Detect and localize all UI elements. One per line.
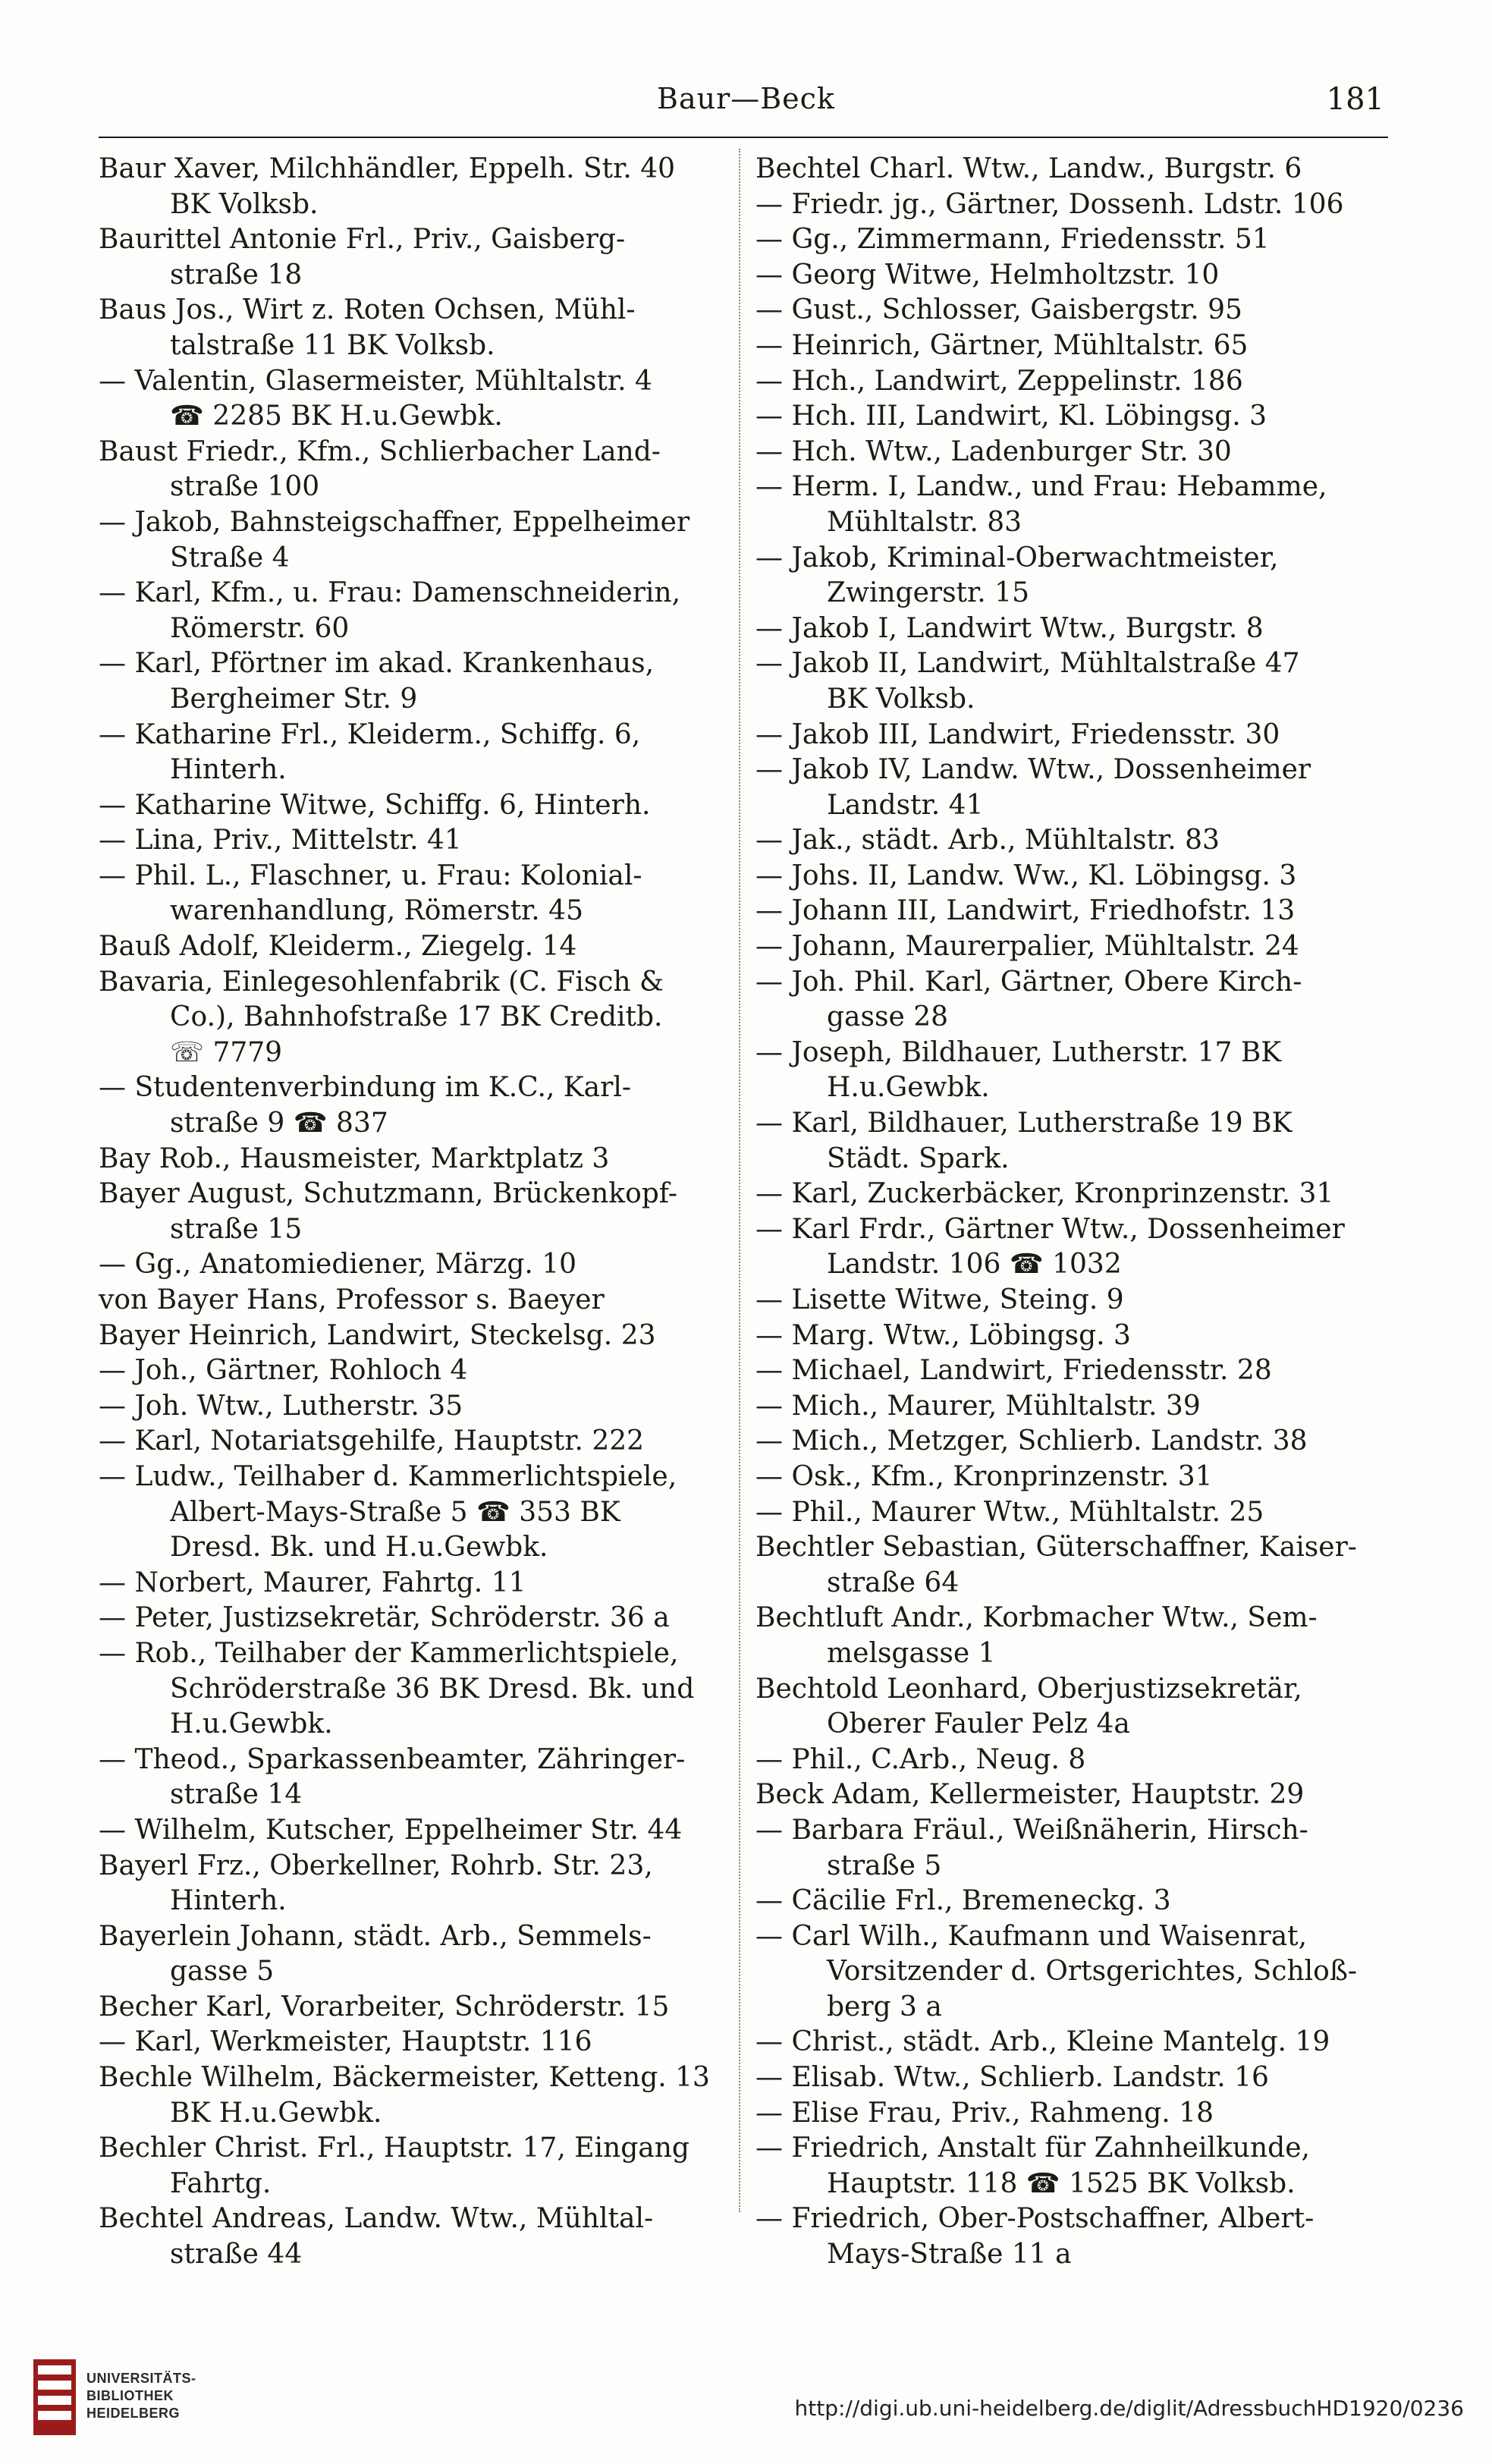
directory-entry-line: — Valentin, Glasermeister, Mühltalstr. 4 bbox=[99, 365, 652, 397]
library-logo-icon bbox=[30, 2358, 79, 2437]
directory-entry-line: — Ludw., Teilhaber d. Kammerlichtspiele, bbox=[99, 1460, 677, 1492]
directory-entry-line: — Heinrich, Gärtner, Mühltalstr. 65 bbox=[755, 329, 1249, 361]
directory-entry-line: — Karl, Bildhauer, Lutherstraße 19 BK bbox=[755, 1108, 1293, 1139]
directory-entry-line: — Karl, Pförtner im akad. Krankenhaus, bbox=[99, 648, 655, 680]
directory-entry-line: Bechtel Charl. Wtw., Landw., Burgstr. 6 bbox=[755, 153, 1302, 184]
directory-entry-line: Becher Karl, Vorarbeiter, Schröderstr. 15 bbox=[99, 1991, 670, 2022]
directory-entry-line: Bechtler Sebastian, Güterschaffner, Kaiser- bbox=[755, 1532, 1357, 1564]
directory-entry-line: Baurittel Antonie Frl., Priv., Gaisberg- bbox=[99, 224, 626, 256]
entry-continuation-line: Dresd. Bk. und H.u.Gewbk. bbox=[170, 1532, 548, 1564]
directory-entry-line: — Karl, Werkmeister, Hauptstr. 116 bbox=[99, 2026, 592, 2058]
directory-entry-line: — Jakob II, Landwirt, Mühltalstraße 47 bbox=[755, 648, 1300, 680]
entry-continuation-line: ☎ 2285 BK H.u.Gewbk. bbox=[170, 401, 503, 432]
directory-entry-line: — Gust., Schlosser, Gaisbergstr. 95 bbox=[755, 294, 1242, 326]
entry-continuation-line: Landstr. 106 ☎ 1032 bbox=[827, 1249, 1122, 1281]
directory-entry-line: Bauß Adolf, Kleiderm., Ziegelg. 14 bbox=[99, 931, 577, 963]
entry-continuation-line: Hauptstr. 118 ☎ 1525 BK Volksb. bbox=[827, 2167, 1296, 2199]
directory-entry-line: von Bayer Hans, Professor s. Baeyer bbox=[99, 1284, 605, 1315]
entry-continuation-line: Bergheimer Str. 9 bbox=[170, 683, 418, 715]
entry-continuation-line: straße 100 bbox=[170, 471, 320, 503]
directory-entry-line: — Marg. Wtw., Löbingsg. 3 bbox=[755, 1319, 1131, 1351]
entry-continuation-line: Städt. Spark. bbox=[827, 1142, 1010, 1174]
entry-continuation-line: BK Volksb. bbox=[170, 188, 319, 220]
entry-continuation-line: straße 18 bbox=[170, 259, 303, 291]
directory-entry-line: Baur Xaver, Milchhändler, Eppelh. Str. 40 bbox=[99, 153, 676, 184]
entry-continuation-line: talstraße 11 BK Volksb. bbox=[170, 329, 495, 361]
directory-entry-line: Bechtel Andreas, Landw. Wtw., Mühltal- bbox=[99, 2203, 654, 2235]
directory-entry-line: — Gg., Anatomiediener, Märzg. 10 bbox=[99, 1249, 577, 1281]
directory-entry-line: — Mich., Metzger, Schlierb. Landstr. 38 bbox=[755, 1425, 1308, 1457]
library-logo-text bbox=[86, 2370, 196, 2422]
directory-entry-line: Bavaria, Einlegesohlenfabrik (C. Fisch & bbox=[99, 966, 664, 998]
entry-continuation-line: Römerstr. 60 bbox=[170, 612, 350, 644]
entry-continuation-line: H.u.Gewbk. bbox=[170, 1708, 333, 1740]
directory-entry-line: Bayerlein Johann, städt. Arb., Semmels- bbox=[99, 1920, 652, 1952]
directory-entry-line: — Jakob IV, Landw. Wtw., Dossenheimer bbox=[755, 754, 1311, 786]
entry-continuation-line: melsgasse 1 bbox=[827, 1637, 996, 1669]
entry-continuation-line: straße 64 bbox=[827, 1567, 960, 1598]
directory-entry-line: — Hch. III, Landwirt, Kl. Löbingsg. 3 bbox=[755, 401, 1267, 432]
directory-entry-line: — Lina, Priv., Mittelstr. 41 bbox=[99, 825, 462, 856]
entry-continuation-line: berg 3 a bbox=[827, 1991, 942, 2022]
directory-entry-line: Bay Rob., Hausmeister, Marktplatz 3 bbox=[99, 1142, 610, 1174]
directory-entry-line: — Cäcilie Frl., Bremeneckg. 3 bbox=[755, 1885, 1171, 1917]
directory-entry-line: — Elisab. Wtw., Schlierb. Landstr. 16 bbox=[755, 2062, 1269, 2094]
directory-entry-line: — Joh. Phil. Karl, Gärtner, Obere Kirch- bbox=[755, 966, 1302, 998]
entry-continuation-line: Schröderstraße 36 BK Dresd. Bk. und bbox=[170, 1673, 695, 1705]
directory-entry-line: Bechtluft Andr., Korbmacher Wtw., Sem- bbox=[755, 1602, 1318, 1634]
directory-entry-line: — Karl, Kfm., u. Frau: Damenschneiderin, bbox=[99, 577, 681, 609]
entry-continuation-line: ☏ 7779 bbox=[170, 1036, 283, 1068]
directory-entry-line: — Mich., Maurer, Mühltalstr. 39 bbox=[755, 1390, 1201, 1422]
directory-entry-line: Bechle Wilhelm, Bäckermeister, Ketteng. 13 bbox=[99, 2062, 710, 2094]
directory-entry-line: — Georg Witwe, Helmholtzstr. 10 bbox=[755, 259, 1220, 291]
directory-entry-line: — Wilhelm, Kutscher, Eppelheimer Str. 44 bbox=[99, 1814, 683, 1846]
entry-continuation-line: Co.), Bahnhofstraße 17 BK Creditb. bbox=[170, 1001, 663, 1033]
directory-entry-line: — Joh. Wtw., Lutherstr. 35 bbox=[99, 1390, 463, 1422]
logo-line: UNIVERSITÄTS- bbox=[86, 2371, 196, 2386]
entry-continuation-line: Hinterh. bbox=[170, 754, 287, 786]
directory-entry-line: — Jakob I, Landwirt Wtw., Burgstr. 8 bbox=[755, 612, 1264, 644]
entry-continuation-line: BK H.u.Gewbk. bbox=[170, 2097, 382, 2129]
entry-continuation-line: straße 9 ☎ 837 bbox=[170, 1108, 388, 1139]
directory-entry-line: — Karl, Zuckerbäcker, Kronprinzenstr. 31 bbox=[755, 1178, 1334, 1210]
entry-continuation-line: Zwingerstr. 15 bbox=[827, 577, 1029, 609]
entry-continuation-line: Vorsitzender d. Ortsgerichtes, Schloß- bbox=[827, 1956, 1358, 1988]
entry-continuation-line: straße 44 bbox=[170, 2239, 303, 2271]
right-column bbox=[755, 152, 1377, 2273]
entry-continuation-line: Albert-Mays-Straße 5 ☎ 353 BK bbox=[170, 1496, 620, 1528]
entry-continuation-line: warenhandlung, Römerstr. 45 bbox=[170, 895, 583, 927]
logo-line: HEIDELBERG bbox=[86, 2406, 181, 2421]
directory-entry-line: — Phil., C.Arb., Neug. 8 bbox=[755, 1743, 1086, 1775]
directory-entry-line: — Johann III, Landwirt, Friedhofstr. 13 bbox=[755, 895, 1296, 927]
directory-entry-line: — Barbara Fräul., Weißnäherin, Hirsch- bbox=[755, 1814, 1308, 1846]
directory-entry-line: Beck Adam, Kellermeister, Hauptstr. 29 bbox=[755, 1779, 1305, 1811]
directory-entry-line: — Lisette Witwe, Steing. 9 bbox=[755, 1284, 1124, 1315]
entry-continuation-line: gasse 5 bbox=[170, 1956, 275, 1988]
directory-entry-line: — Friedrich, Anstalt für Zahnheilkunde, bbox=[755, 2132, 1310, 2164]
directory-entry-line: — Karl Frdr., Gärtner Wtw., Dossenheimer bbox=[755, 1213, 1345, 1245]
directory-entry-line: — Katharine Witwe, Schiffg. 6, Hinterh. bbox=[99, 789, 651, 821]
directory-entry-line: — Gg., Zimmermann, Friedensstr. 51 bbox=[755, 224, 1270, 256]
page-header-title: Baur—Beck bbox=[657, 82, 835, 115]
directory-entry-line: — Osk., Kfm., Kronprinzenstr. 31 bbox=[755, 1460, 1213, 1492]
directory-entry-line: — Jakob, Kriminal-Oberwachtmeister, bbox=[755, 542, 1279, 574]
directory-entry-line: — Joh., Gärtner, Rohloch 4 bbox=[99, 1355, 468, 1387]
entry-continuation-line: Landstr. 41 bbox=[827, 789, 984, 821]
entry-continuation-line: BK Volksb. bbox=[827, 683, 975, 715]
logo-line: BIBLIOTHEK bbox=[86, 2388, 174, 2403]
entry-continuation-line: Mays-Straße 11 a bbox=[827, 2239, 1072, 2271]
directory-entry-line: — Herm. I, Landw., und Frau: Hebamme, bbox=[755, 471, 1327, 503]
directory-entry-line: — Rob., Teilhaber der Kammerlichtspiele, bbox=[99, 1637, 679, 1669]
directory-entry-line: — Michael, Landwirt, Friedensstr. 28 bbox=[755, 1355, 1272, 1387]
entry-continuation-line: straße 14 bbox=[170, 1779, 303, 1811]
source-url-link[interactable]: http://digi.ub.uni-heidelberg.de/diglit/AdressbuchHD1920/0236 bbox=[794, 2396, 1464, 2421]
entry-continuation-line: Oberer Fauler Pelz 4a bbox=[827, 1708, 1130, 1740]
directory-entry-line: — Theod., Sparkassenbeamter, Zähringer- bbox=[99, 1743, 686, 1775]
directory-entry-line: — Johann, Maurerpalier, Mühltalstr. 24 bbox=[755, 931, 1299, 963]
directory-entry-line: — Katharine Frl., Kleiderm., Schiffg. 6, bbox=[99, 718, 641, 750]
directory-entry-line: — Phil., Maurer Wtw., Mühltalstr. 25 bbox=[755, 1496, 1264, 1528]
entry-continuation-line: straße 5 bbox=[827, 1850, 942, 1881]
directory-entry-line: Bayer Heinrich, Landwirt, Steckelsg. 23 bbox=[99, 1319, 656, 1351]
directory-entry-line: — Carl Wilh., Kaufmann und Waisenrat, bbox=[755, 1920, 1308, 1952]
directory-entry-line: — Hch. Wtw., Ladenburger Str. 30 bbox=[755, 435, 1232, 467]
left-column bbox=[99, 152, 721, 2273]
directory-entry-line: — Phil. L., Flaschner, u. Frau: Kolonial- bbox=[99, 860, 642, 891]
column-divider bbox=[739, 149, 740, 2212]
entry-continuation-line: Mühltalstr. 83 bbox=[827, 506, 1022, 538]
directory-entry-line: Baust Friedr., Kfm., Schlierbacher Land- bbox=[99, 435, 661, 467]
directory-entry-line: — Karl, Notariatsgehilfe, Hauptstr. 222 bbox=[99, 1425, 645, 1457]
directory-entry-line: — Friedr. jg., Gärtner, Dossenh. Ldstr. 106 bbox=[755, 188, 1344, 220]
directory-entry-line: — Jak., städt. Arb., Mühltalstr. 83 bbox=[755, 825, 1220, 856]
directory-entry-line: Bechler Christ. Frl., Hauptstr. 17, Eingang bbox=[99, 2132, 689, 2164]
directory-entry-line: — Friedrich, Ober-Postschaffner, Albert- bbox=[755, 2203, 1315, 2235]
directory-entry-line: Baus Jos., Wirt z. Roten Ochsen, Mühl- bbox=[99, 294, 636, 326]
entry-continuation-line: H.u.Gewbk. bbox=[827, 1072, 990, 1104]
entry-continuation-line: gasse 28 bbox=[827, 1001, 949, 1033]
entry-continuation-line: Straße 4 bbox=[170, 542, 290, 574]
entry-continuation-line: Hinterh. bbox=[170, 1885, 287, 1917]
header-rule bbox=[99, 137, 1388, 138]
directory-entry-line: Bechtold Leonhard, Oberjustizsekretär, bbox=[755, 1673, 1302, 1705]
directory-entry-line: — Hch., Landwirt, Zeppelinstr. 186 bbox=[755, 365, 1243, 397]
directory-entry-line: — Johs. II, Landw. Ww., Kl. Löbingsg. 3 bbox=[755, 860, 1297, 891]
directory-entry-line: — Norbert, Maurer, Fahrtg. 11 bbox=[99, 1567, 526, 1598]
directory-entry-line: — Studentenverbindung im K.C., Karl- bbox=[99, 1072, 632, 1104]
page-number: 181 bbox=[1326, 82, 1384, 117]
directory-entry-line: — Elise Frau, Priv., Rahmeng. 18 bbox=[755, 2097, 1214, 2129]
directory-entry-line: — Peter, Justizsekretär, Schröderstr. 36 a bbox=[99, 1602, 670, 1634]
entry-continuation-line: straße 15 bbox=[170, 1213, 303, 1245]
directory-entry-line: — Jakob III, Landwirt, Friedensstr. 30 bbox=[755, 718, 1280, 750]
library-logo bbox=[30, 2358, 258, 2441]
directory-entry-line: Bayer August, Schutzmann, Brückenkopf- bbox=[99, 1178, 677, 1210]
directory-entry-line: Bayerl Frz., Oberkellner, Rohrb. Str. 23, bbox=[99, 1850, 653, 1881]
directory-entry-line: — Jakob, Bahnsteigschaffner, Eppelheimer bbox=[99, 506, 690, 538]
entry-continuation-line: Fahrtg. bbox=[170, 2167, 272, 2199]
directory-entry-line: — Joseph, Bildhauer, Lutherstr. 17 BK bbox=[755, 1036, 1282, 1068]
directory-entry-line: — Christ., städt. Arb., Kleine Mantelg. 19 bbox=[755, 2026, 1330, 2058]
